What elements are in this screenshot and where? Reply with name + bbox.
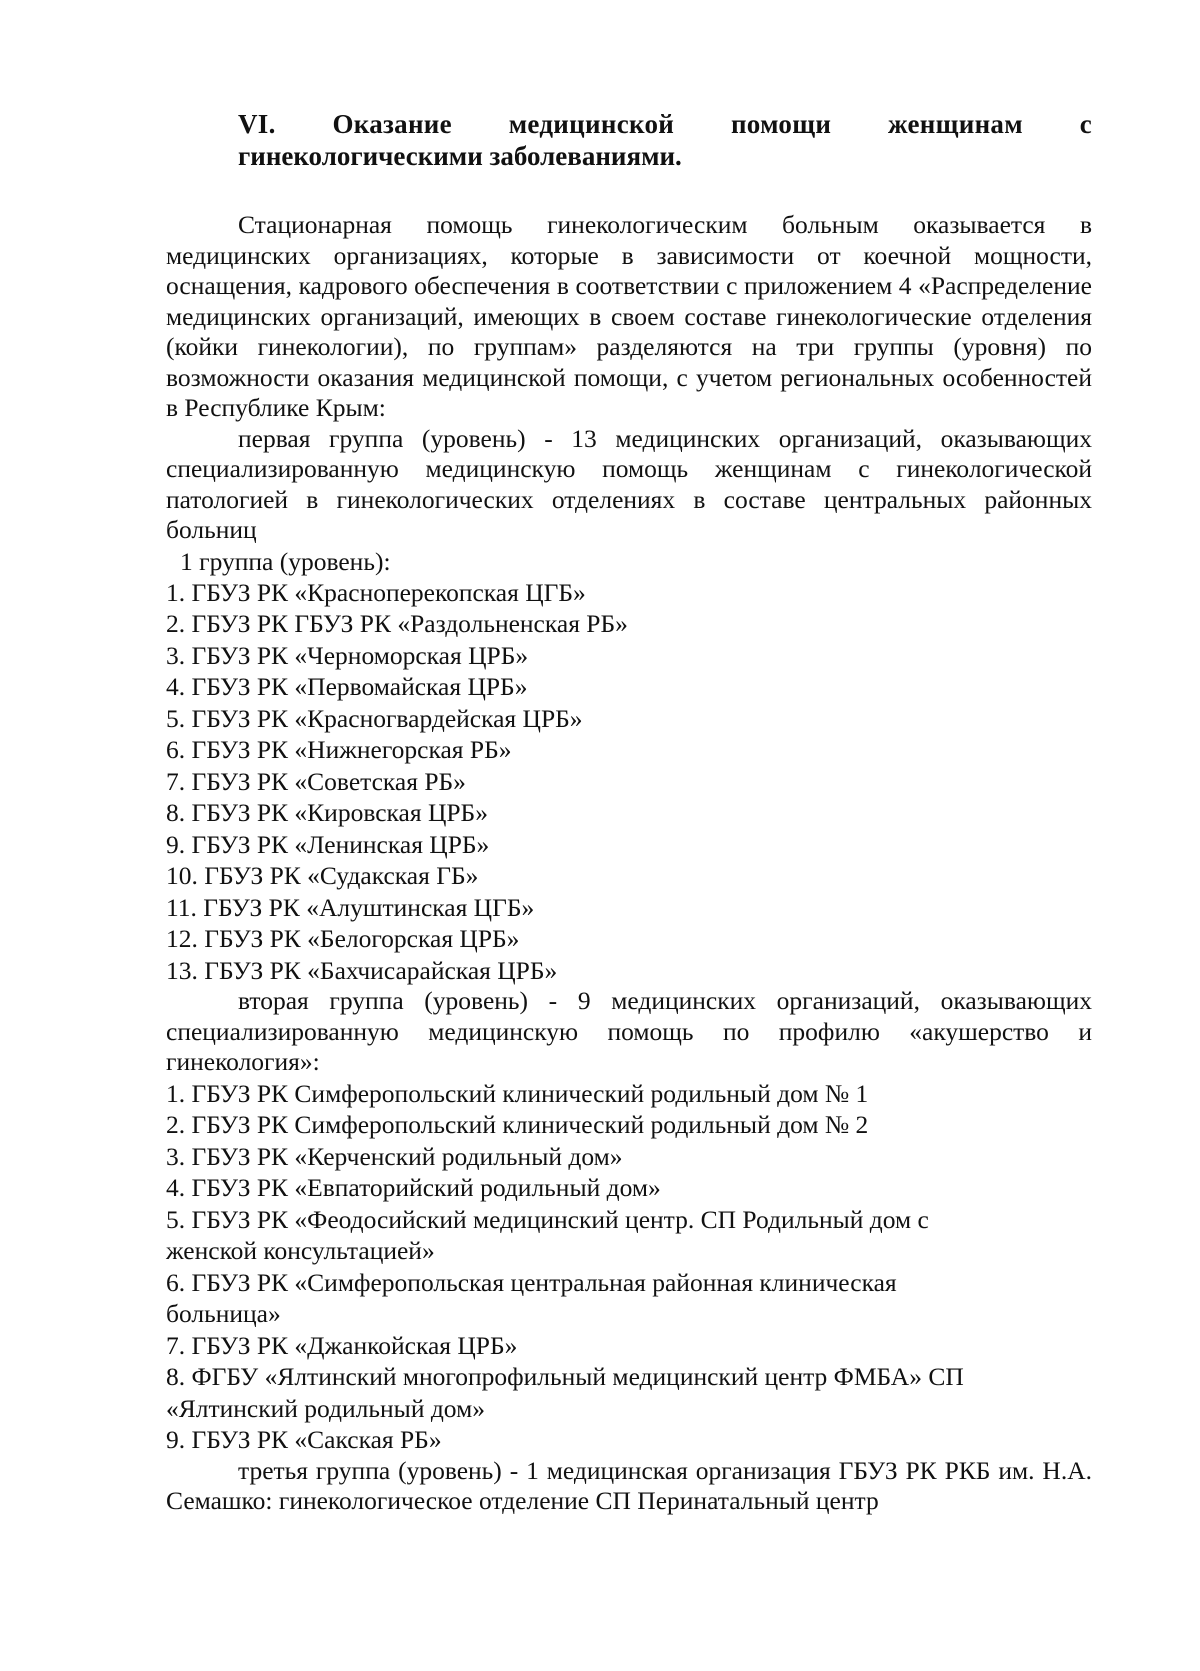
intro-paragraph: Стационарная помощь гинекологическим больным оказывается в медицинских организациях, которые в зависимости от коечной мощности, оснащения, кадрового обеспечения в соответствии с приложением 4 «Распределение медицинских организаций, имеющих в своем составе гинекологические отделения (койки гинекологии), по группам» разделяются на три группы (уровня) по возможности оказания медицинской помощи, с учетом региональных особенностей в Республике Крым: bbox=[166, 210, 1092, 422]
list-item: 2. ГБУЗ РК ГБУЗ РК «Раздольненская РБ» bbox=[166, 609, 628, 638]
list-item: 1. ГБУЗ РК Симферопольский клинический родильный дом № 1 bbox=[166, 1078, 869, 1108]
list-item: 6. ГБУЗ РК «Симферопольская центральная районная клиническая больница» bbox=[166, 1267, 897, 1328]
document-body bbox=[166, 108, 1092, 1517]
group2-list bbox=[166, 1078, 1092, 1456]
group2-description: вторая группа (уровень) - 9 медицинских организаций, оказывающих специализированную медицинскую помощь по профилю «акушерство и гинекология»: bbox=[166, 986, 1092, 1076]
list-item: 5. ГБУЗ РК «Феодосийский медицинский центр. СП Родильный дом с женской консультацией» bbox=[166, 1204, 929, 1265]
list-item: 3. ГБУЗ РК «Черноморская ЦРБ» bbox=[166, 640, 529, 670]
list-item: 4. ГБУЗ РК «Первомайская ЦРБ» bbox=[166, 672, 528, 701]
group1-list bbox=[166, 577, 1092, 987]
group1-description: первая группа (уровень) - 13 медицинских организаций, оказывающих специализированную медицинскую помощь женщинам с гинекологической патологией в гинекологических отделениях в составе центральных районных больниц bbox=[166, 423, 1092, 544]
group3-description: третья группа (уровень) - 1 медицинская организация ГБУЗ РК РКБ им. Н.А. Семашко: гинекологическое отделение СП Перинатальный центр bbox=[166, 1455, 1092, 1515]
list-item: 11. ГБУЗ РК «Алуштинская ЦГБ» bbox=[166, 892, 535, 922]
list-item: 1. ГБУЗ РК «Красноперекопская ЦГБ» bbox=[166, 577, 586, 607]
section-heading-continuation: гинекологическими заболеваниями. bbox=[238, 141, 682, 171]
section-heading: VI. Оказание медицинской помощи женщинам с bbox=[238, 109, 1092, 139]
list-item: 8. ФГБУ «Ялтинский многопрофильный медицинский центр ФМБА» СП «Ялтинский родильный дом» bbox=[166, 1362, 964, 1423]
list-item: 9. ГБУЗ РК «Сакская РБ» bbox=[166, 1425, 442, 1454]
list-item: 5. ГБУЗ РК «Красногвардейская ЦРБ» bbox=[166, 703, 583, 733]
list-item: 4. ГБУЗ РК «Евпаторийский родильный дом» bbox=[166, 1173, 661, 1202]
list-item: 9. ГБУЗ РК «Ленинская ЦРБ» bbox=[166, 829, 490, 859]
list-item: 8. ГБУЗ РК «Кировская ЦРБ» bbox=[166, 798, 488, 827]
list-item: 7. ГБУЗ РК «Советская РБ» bbox=[166, 766, 466, 796]
list-item: 6. ГБУЗ РК «Нижнегорская РБ» bbox=[166, 735, 512, 764]
list-item: 2. ГБУЗ РК Симферопольский клинический родильный дом № 2 bbox=[166, 1110, 869, 1139]
list-item: 13. ГБУЗ РК «Бахчисарайская ЦРБ» bbox=[166, 955, 558, 985]
group1-heading: 1 группа (уровень): bbox=[180, 546, 391, 576]
list-item: 12. ГБУЗ РК «Белогорская ЦРБ» bbox=[166, 924, 520, 953]
list-item: 7. ГБУЗ РК «Джанкойская ЦРБ» bbox=[166, 1330, 518, 1360]
list-item: 10. ГБУЗ РК «Судакская ГБ» bbox=[166, 861, 479, 890]
list-item: 3. ГБУЗ РК «Керченский родильный дом» bbox=[166, 1141, 623, 1171]
